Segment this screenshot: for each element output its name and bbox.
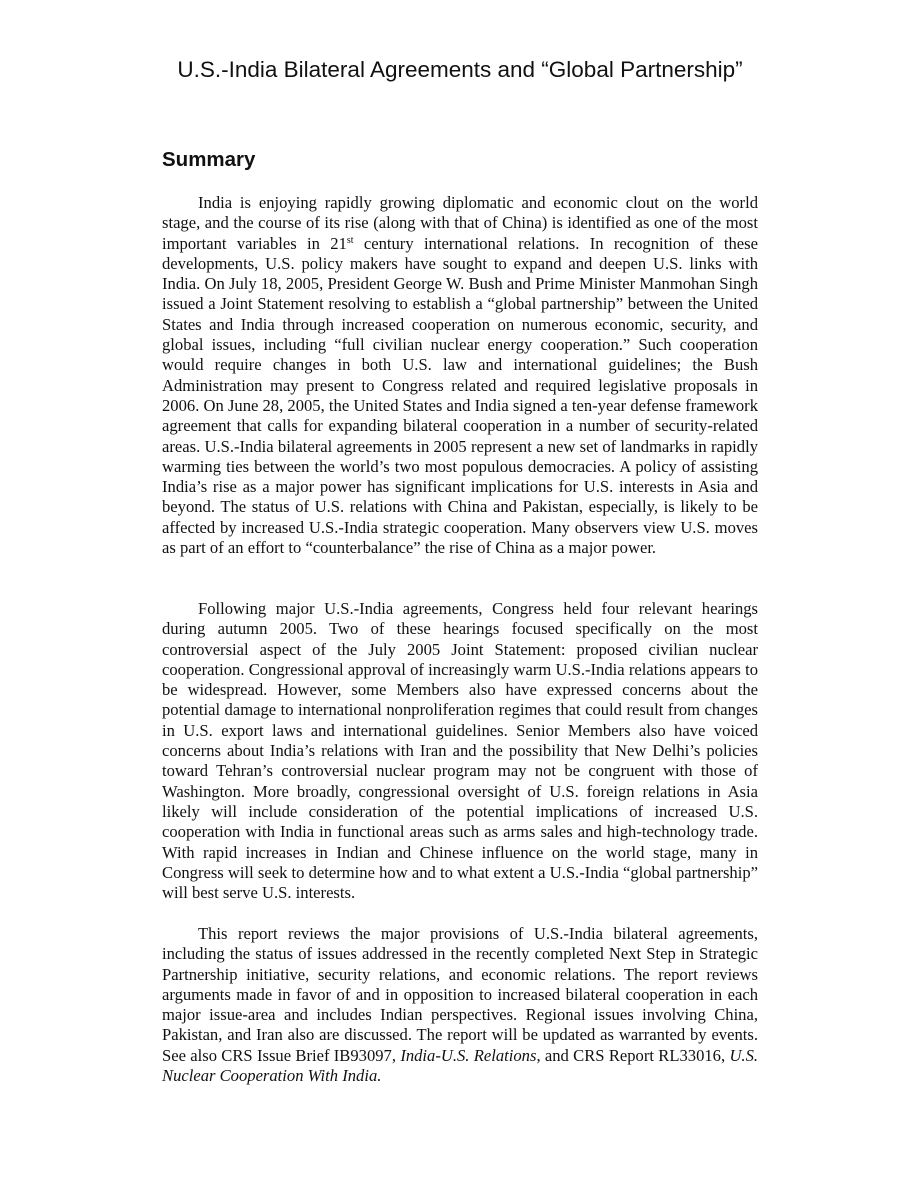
p1-superscript: st <box>346 234 354 246</box>
reference-india-us-relations: India-U.S. Relations <box>400 1045 537 1065</box>
summary-paragraph-3 <box>162 924 758 1086</box>
summary-paragraph-2: Following major U.S.-India agreements, Congress held four relevant hearings during autumn 2005. Two of these hearings focused specifically on the most controversial aspect of the July 2005 Joint Statement: proposed civilian nuclear cooperation. Congressional approval of increasingly warm U.S.-India relations appears to be widespread. However, some Members also have expressed concerns about the potential damage to international nonproliferation regimes that could result from changes in U.S. export laws and international guidelines. Senior Members also have voiced concerns about India’s relations with Iran and the possibility that New Delhi’s policies toward Tehran’s controversial nuclear program may not be congruent with those of Washington. More broadly, congressional oversight of U.S. foreign relations in Asia likely will include consideration of the potential implications of increased U.S. cooperation with India in functional areas such as arms sales and high-technology trade. With rapid increases in Indian and Chinese influence on the world stage, many in Congress will seek to determine how and to what extent a U.S.-India “global partnership” will best serve U.S. interests. <box>162 599 758 903</box>
summary-paragraph-1 <box>162 193 758 558</box>
summary-heading: Summary <box>162 148 256 171</box>
p1-text-a: India is enjoying rapidly growing diplomatic and economic clout on the world stage, and the course of its rise (along with that of China) is identified as one of the most important variables in 21 <box>162 193 758 253</box>
document-title: U.S.-India Bilateral Agreements and “Global Partnership” <box>177 57 743 82</box>
p1-text-b: century international relations. In recognition of these developments, U.S. policy makers have sought to expand and deepen U.S. links with India. On July 18, 2005, President George W. Bush and Prime Minister Manmohan Singh issued a Joint Statement resolving to establish a “global partnership” between the United States and India through increased cooperation on numerous economic, security, and global issues, including “full civilian nuclear energy cooperation.” Such cooperation would require changes in both U.S. law and international guidelines; the Bush Administration may present to Congress related and required legislative proposals in 2006. On June 28, 2005, the United States and India signed a ten-year defense framework agreement that calls for expanding bilateral cooperation in a number of security-related areas. U.S.-India bilateral agreements in 2005 represent a new set of landmarks in rapidly warming ties between the world’s two most populous democracies. A policy of assisting India’s rise as a major power has significant implications for U.S. interests in Asia and beyond. The status of U.S. relations with China and Pakistan, especially, is likely to be affected by increased U.S.-India strategic cooperation. Many observers view U.S. moves as part of an effort to “counterbalance” the rise of China as a major power. <box>162 233 758 558</box>
p3-text-mid: , and CRS Report RL33016, <box>536 1045 730 1065</box>
p3-text-main: This report reviews the major provisions of U.S.-India bilateral agreements, including the status of issues addressed in the recently completed Next Step in Strategic Partnership initiative, security relations, and economic relations. The report reviews arguments made in favor of and in opposition to increased bilateral cooperation in each major issue-area and includes Indian perspectives. Regional issues involving China, Pakistan, and Iran also are discussed. The report will be updated as warranted by events. See also CRS Issue Brief IB93097, <box>162 924 758 1065</box>
reference-us-nuclear-cooperation: U.S. Nuclear Cooperation With India. <box>162 1045 759 1086</box>
